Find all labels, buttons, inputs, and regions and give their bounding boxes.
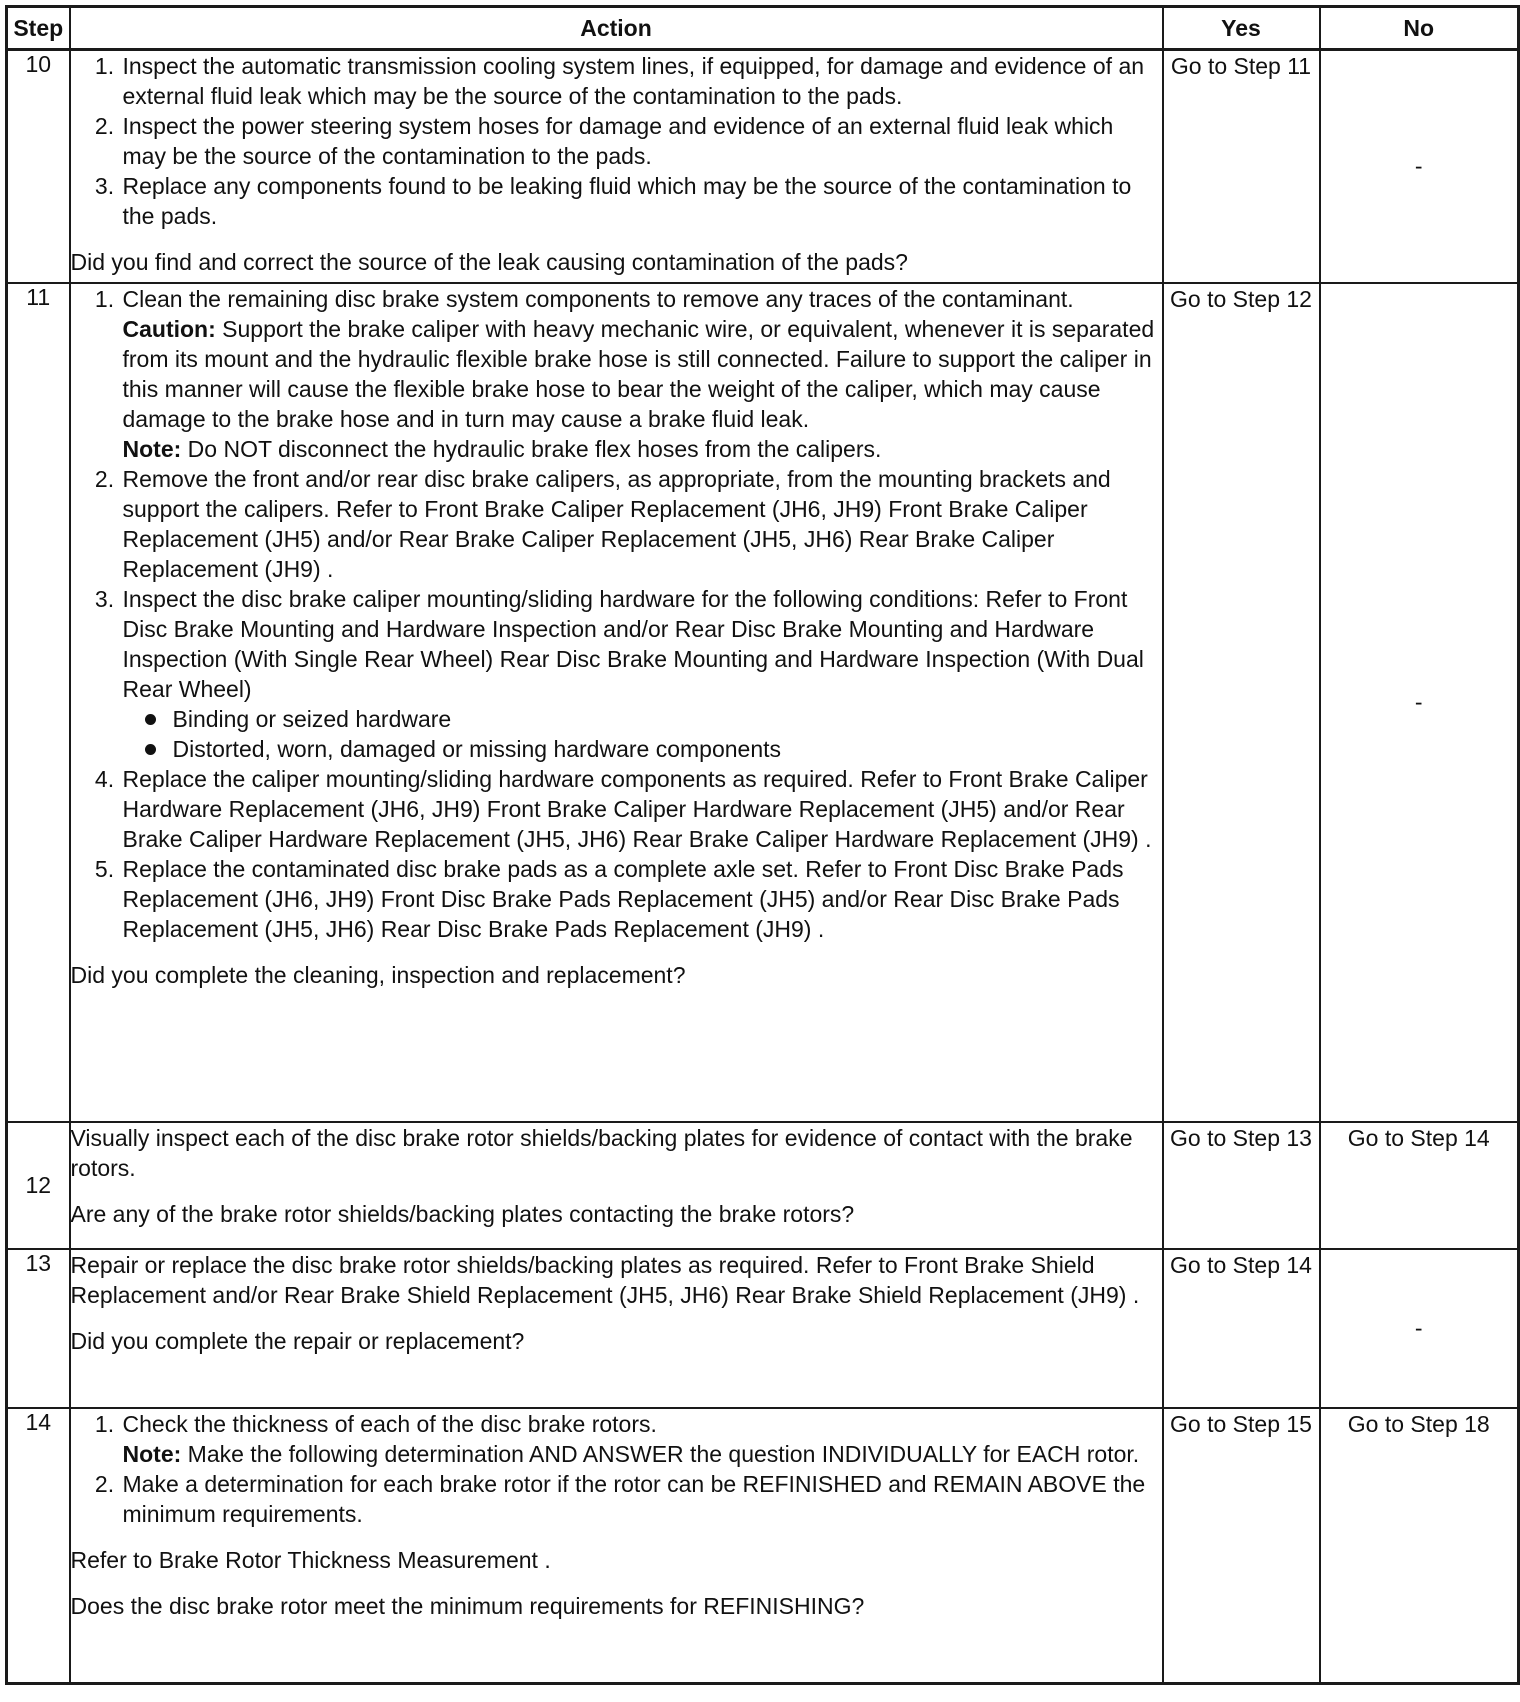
no-result: Go to Step 14 — [1320, 1122, 1519, 1249]
table-row — [7, 1249, 1519, 1408]
action-list — [71, 1409, 1162, 1529]
header-step: Step — [7, 7, 70, 50]
no-result: - — [1320, 50, 1519, 283]
no-result: - — [1320, 1249, 1519, 1408]
caution-text: Support the brake caliper with heavy mechanic wire, or equivalent, whenever it is separated from its mount and the hydraulic flexible brake hose is still connected. Failure to support the caliper in this manner will cause the flexible brake hose to bear the weight of the caliper, which may cause damage to the brake hose and in turn may cause a brake fluid leak. — [122, 315, 1155, 432]
yes-result: Go to Step 15 — [1163, 1408, 1320, 1684]
question-text: Are any of the brake rotor shields/backing plates contacting the brake rotors? — [70, 1200, 855, 1227]
action-cell — [70, 1122, 1163, 1249]
bullet-item: Binding or seized hardware — [159, 704, 1162, 734]
note-label: Note: — [122, 1440, 182, 1467]
step-number: 13 — [7, 1249, 70, 1408]
list-item: 1. Inspect the automatic transmission cooling system lines, if equipped, for damage and evidence of an external fluid leak which may be the source of the contamination to the pads. — [121, 51, 1162, 111]
table-row — [7, 1408, 1519, 1684]
note-label: Note: — [122, 435, 182, 462]
header-no: No — [1320, 7, 1519, 50]
yes-result: Go to Step 12 — [1163, 283, 1320, 1122]
action-list — [71, 284, 1162, 944]
caution-label: Caution: — [122, 315, 216, 342]
step-number: 12 — [7, 1122, 70, 1249]
question-text: Did you find and correct the source of the leak causing contamination of the pads? — [70, 249, 908, 275]
list-item — [121, 284, 1162, 464]
item-text: Inspect the disc brake caliper mounting/sliding hardware for the following conditions: Refer to Front Disc Brake Mounting and Hardware Inspection and/or Rear Disc Brake Mounting and Hardware Inspection (With Single Rear Wheel) Rear Disc Brake Mounting and Hardware Inspection (With Dual Rear Wheel) — [122, 585, 1144, 702]
action-cell — [70, 1249, 1163, 1408]
list-item — [121, 584, 1162, 764]
yes-result: Go to Step 14 — [1163, 1249, 1320, 1408]
list-item: 5. Replace the contaminated disc brake pads as a complete axle set. Refer to Front Disc Brake Pads Replacement (JH6, JH9) Front Disc Brake Pads Replacement (JH5) and/or Rear Disc Brake Pads Replacement (JH5, JH6) Rear Disc Brake Pads Replacement (JH9) . — [121, 854, 1162, 944]
condition-list — [123, 704, 1162, 764]
no-result: - — [1320, 283, 1519, 1122]
item-text: Clean the remaining disc brake system components to remove any traces of the contaminant. — [122, 285, 1074, 312]
table-header-row — [7, 7, 1519, 50]
item-text: Check the thickness of each of the disc brake rotors. — [122, 1410, 657, 1437]
action-cell — [70, 50, 1163, 283]
note-text: Make the following determination AND ANSWER the question INDIVIDUALLY for EACH rotor. — [181, 1440, 1140, 1467]
action-list — [71, 51, 1162, 231]
list-item: 3. Replace any components found to be leaking fluid which may be the source of the contamination to the pads. — [121, 171, 1162, 231]
action-cell — [70, 1408, 1163, 1684]
list-item: 2. Remove the front and/or rear disc brake calipers, as appropriate, from the mounting brackets and support the calipers. Refer to Front Brake Caliper Replacement (JH6, JH9) Front Brake Caliper Replacement (JH5) and/or Rear Brake Caliper Replacement (JH5, JH6) Rear Brake Caliper Replacement (JH9) . — [121, 464, 1162, 584]
step-number: 10 — [7, 50, 70, 283]
refer-text: Refer to Brake Rotor Thickness Measurement . — [70, 1546, 551, 1573]
list-item: 4. Replace the caliper mounting/sliding hardware components as required. Refer to Front Brake Caliper Hardware Replacement (JH6, JH9) Front Brake Caliper Hardware Replacement (JH5) and/or Rear Brake Caliper Hardware Replacement (JH5, JH6) Rear Brake Caliper Hardware Replacement (JH9) . — [121, 764, 1162, 854]
table-row — [7, 50, 1519, 283]
table-row — [7, 283, 1519, 1122]
action-text: Visually inspect each of the disc brake rotor shields/backing plates for evidence of contact with the brake rotors. — [70, 1124, 1133, 1181]
table-row — [7, 1122, 1519, 1249]
question-text: Did you complete the repair or replacement? — [70, 1327, 525, 1354]
step-number: 14 — [7, 1408, 70, 1684]
yes-result: Go to Step 13 — [1163, 1122, 1320, 1249]
header-action: Action — [70, 7, 1163, 50]
step-number: 11 — [7, 283, 70, 1122]
diagnostic-table — [5, 5, 1520, 1685]
list-item — [121, 1409, 1162, 1469]
header-yes: Yes — [1163, 7, 1320, 50]
list-item: 2. Make a determination for each brake rotor if the rotor can be REFINISHED and REMAIN ABOVE the minimum requirements. — [121, 1469, 1162, 1529]
bullet-item: Distorted, worn, damaged or missing hardware components — [159, 734, 1162, 764]
yes-result: Go to Step 11 — [1163, 50, 1320, 283]
action-cell — [70, 283, 1163, 1122]
question-text: Does the disc brake rotor meet the minimum requirements for REFINISHING? — [70, 1592, 865, 1619]
question-text: Did you complete the cleaning, inspection and replacement? — [70, 961, 686, 988]
note-text: Do NOT disconnect the hydraulic brake flex hoses from the calipers. — [181, 435, 882, 462]
no-result: Go to Step 18 — [1320, 1408, 1519, 1684]
list-item: 2. Inspect the power steering system hoses for damage and evidence of an external fluid leak which may be the source of the contamination to the pads. — [121, 111, 1162, 171]
action-text: Repair or replace the disc brake rotor shields/backing plates as required. Refer to Front Brake Shield Replacement and/or Rear Brake Shield Replacement (JH5, JH6) Rear Brake Shield Replacement (JH9) . — [70, 1251, 1140, 1308]
